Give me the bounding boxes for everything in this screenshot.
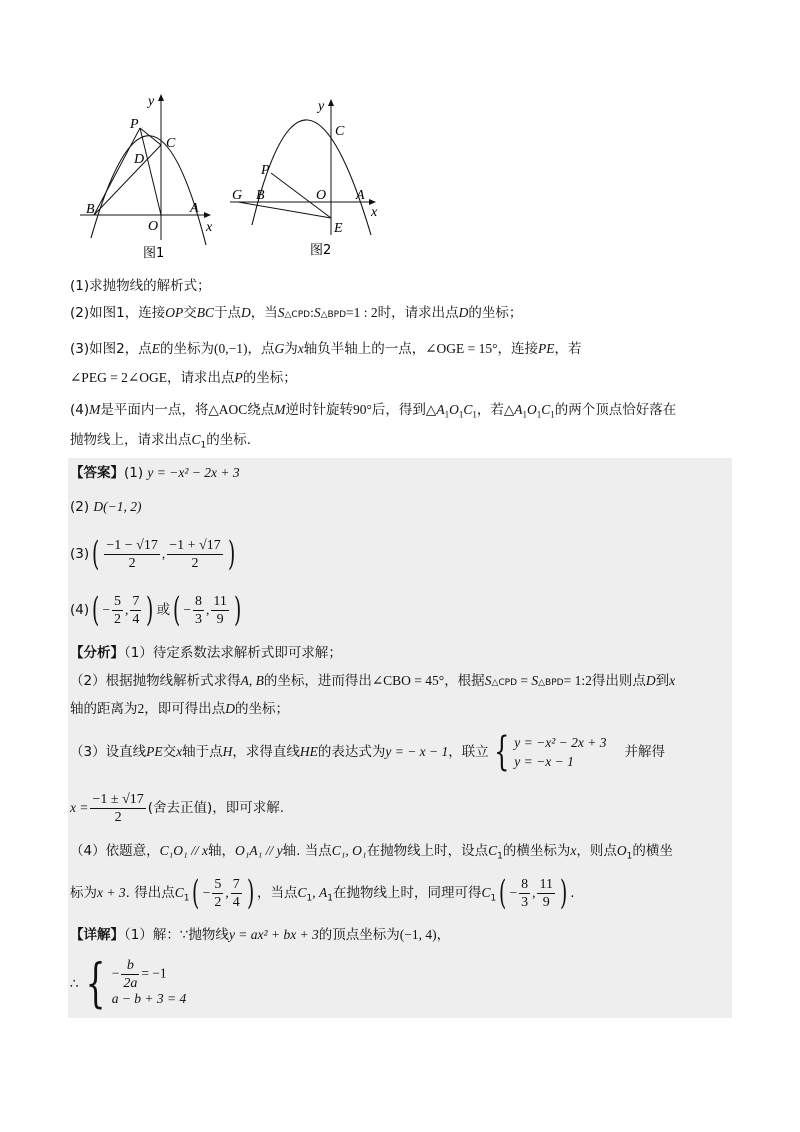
fig1-label-a: A <box>190 201 199 216</box>
fig1-label-y: y <box>148 94 155 109</box>
fig2-label-y: y <box>318 99 325 114</box>
question-4-line-1: (4)M是平面内一点，将△AOC绕点M逆时针旋转90°后，得到$\triangle A_1O_1C_1$，若$\triangle A_1O_1C_1$的两个顶点恰好落在 <box>70 402 677 420</box>
analysis-2-line-1: （2）根据抛物线解析式求得A, B的坐标，进而得出∠CBO = 45°，根据S△CPD = S△BPD= 1:2得出则点D到x <box>70 673 676 689</box>
fig2-label-b: B <box>256 188 265 203</box>
question-2: (2)如图1，连接OP交BC于点D，当S△CPD:S△BPD=1 : 2时，请求出点D的坐标； <box>70 305 523 321</box>
analysis-4-line-1: （4）依题意，C₁O₁ // x轴，O₁A₁ // y轴. 当点C₁, O₁在抛物线上时，设点$C_1$的横坐标为x，则点$O_1$的横坐 <box>70 843 673 862</box>
fig1-y-arrow <box>158 94 164 101</box>
fig2-label-o: O <box>316 188 327 203</box>
fig2-label-g: G <box>232 188 243 203</box>
answer-2: (2) D(−1, 2) <box>70 499 142 515</box>
fig1-label-x: x <box>206 220 213 235</box>
analysis-1: 【分析】（1）待定系数法求解析式即可求解； <box>70 645 342 661</box>
fig1-caption: 图1 <box>143 246 165 261</box>
fig1-label-b: B <box>86 202 95 217</box>
answer-1: 【答案】(1) y = −x² − 2x + 3 <box>70 465 240 481</box>
question-1: (1)求抛物线的解析式； <box>70 278 211 294</box>
answer-4: (4)( − $\frac{5}{2}$ , $\frac{7}{4}$ ) 或( − $\frac{8}{3}$ , $\frac{11}{9}$ ) <box>70 590 242 630</box>
fig2-label-p: P <box>261 163 270 178</box>
question-4-line-2: 抛物线上，请求出点$C_1$的坐标. <box>70 432 252 451</box>
figure-1 <box>78 90 228 265</box>
question-3-line-2: ∠PEG = 2∠OGE，请求出点P的坐标； <box>70 370 297 386</box>
analysis-3-line-1: （3）设直线PE交x轴于点H，求得直线HE的表达式为y = − x − 1，联立 { y = −x² − 2x + 3 y = −x − 1 并解得 <box>70 729 665 775</box>
fig2-label-c: C <box>335 124 345 139</box>
fig2-seg-ge <box>238 202 331 218</box>
answer-1-expression: y = −x² − 2x + 3 <box>147 465 240 480</box>
figure-2 <box>228 90 393 265</box>
fig1-label-o: O <box>148 219 159 234</box>
answer-2-point: D(−1, 2) <box>93 499 142 514</box>
fig1-label-p: P <box>130 117 139 132</box>
fig1-seg-op <box>140 128 161 215</box>
detail-1: 【详解】（1）解：∵抛物线y = ax² + bx + 3的顶点坐标为(−1, 4)， <box>70 927 451 943</box>
detail-system: ∴ { − $\frac{b}{2a}$ = −1 a − b + 3 = 4 <box>70 954 187 1014</box>
question-3-line-1: (3)如图2，点E的坐标为(0,−1)，点G为x轴负半轴上的一点，∠OGE = 15°，连接PE，若 <box>70 341 582 357</box>
fig1-seg-bc <box>94 145 161 215</box>
fig1-label-c: C <box>166 136 176 151</box>
fig2-label-x: x <box>371 205 378 220</box>
fig2-parabola <box>252 120 371 235</box>
fig2-caption: 图2 <box>310 243 332 258</box>
analysis-2-line-2: 轴的距离为2，即可得出点D的坐标； <box>70 701 289 717</box>
fig2-label-a: A <box>356 188 365 203</box>
fig1-label-d: D <box>134 152 145 167</box>
analysis-4-line-2: 标为x + 3. 得出点$C_1$( − $\frac{5}{2}$ , $\frac{7}{4}$ ) ，当点$C_1$, $A_1$在抛物线上时，同理可得$C_1$( − $\frac{8}{3}$ , $\frac{11}{9}$ ) . <box>70 873 575 913</box>
answer-3: (3)( $\frac{-1 - √17}{2}$ , $\frac{-1 + √17}{2}$ ) <box>70 534 236 574</box>
fig1-x-arrow <box>204 212 211 218</box>
fig2-label-e: E <box>334 221 343 236</box>
analysis-3-line-2: x = $\frac{-1 \pm √17}{2}$ (舍去正值)，即可求解. <box>70 791 285 825</box>
fig2-y-arrow <box>328 99 334 106</box>
fig1-seg-bp <box>94 128 140 215</box>
